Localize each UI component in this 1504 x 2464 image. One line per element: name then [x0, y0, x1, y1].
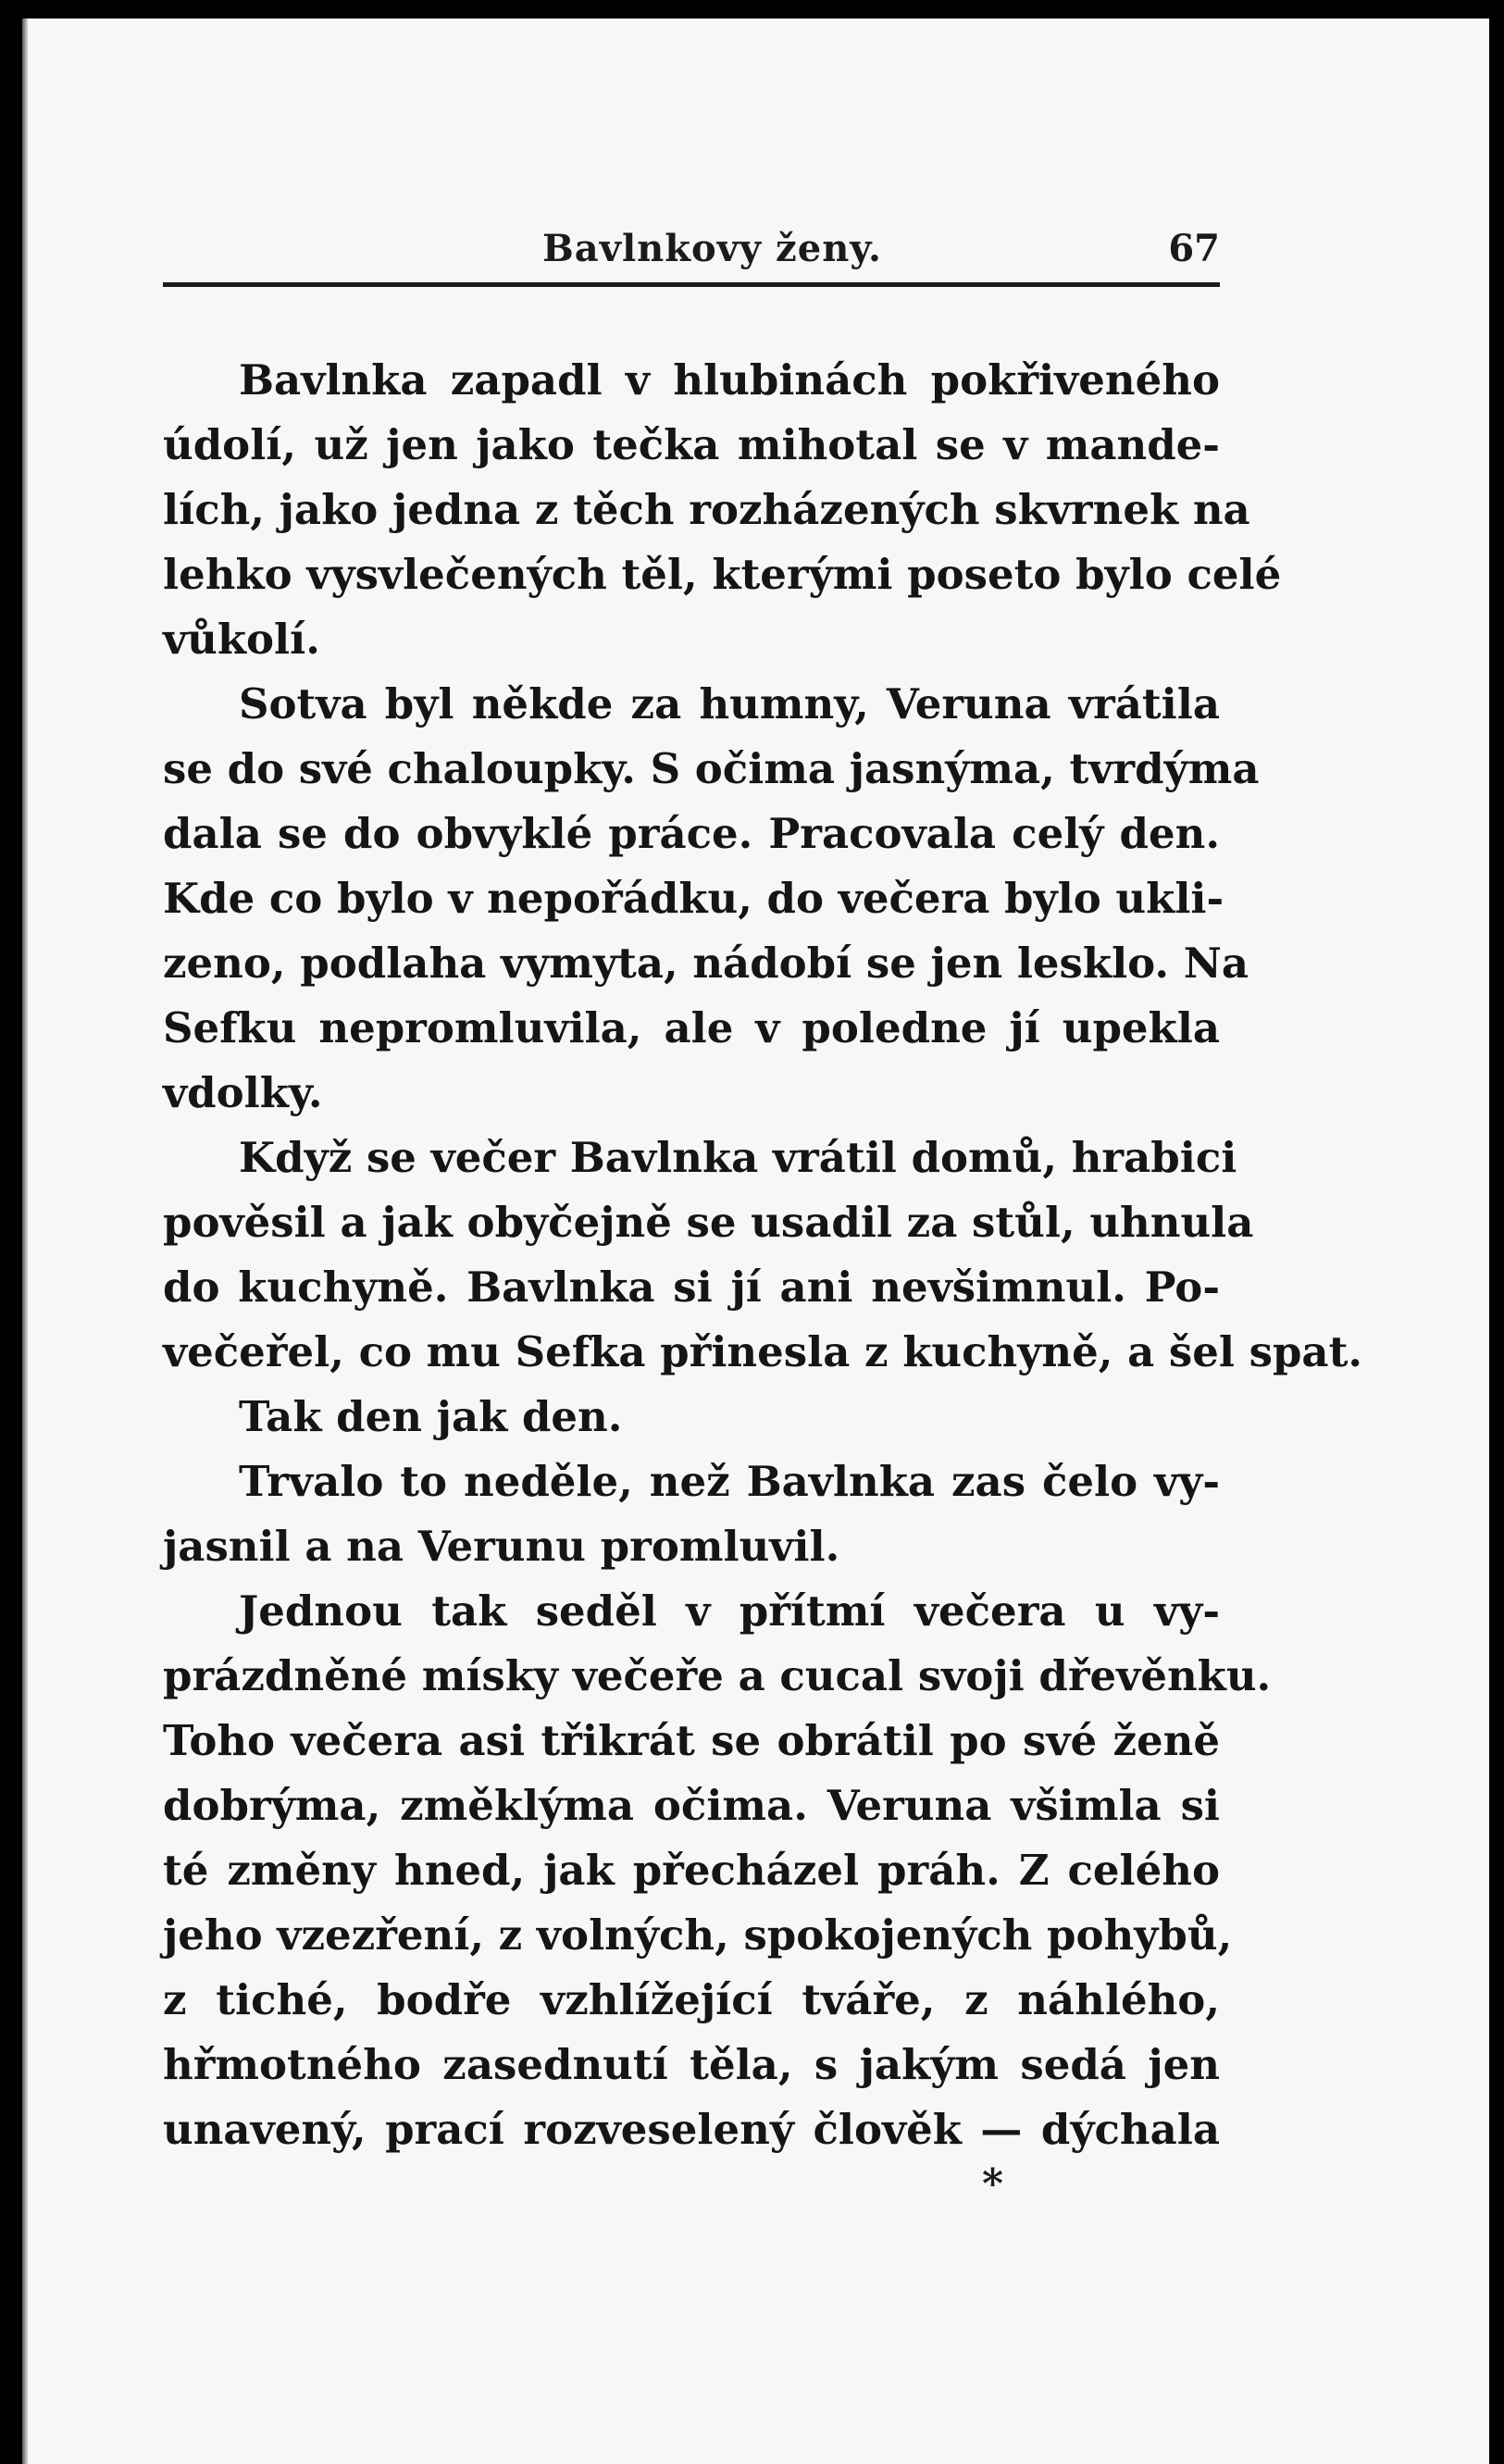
page-edge — [22, 19, 28, 2464]
text-line: z tiché, bodře vzhlížející tváře, z náhlého, — [163, 1975, 1220, 2024]
text-line: lích, jako jedna z těch rozházených skvrnek na — [163, 485, 1250, 534]
page-number: 67 — [1168, 227, 1220, 270]
text-line: Trvalo to neděle, než Bavlnka zas čelo vy- — [239, 1457, 1220, 1506]
text-line: Sotva byl někde za humny, Veruna vrátila — [239, 679, 1220, 728]
text-line: pověsil a jak obyčejně se usadil za stůl, uhnula — [163, 1198, 1254, 1247]
text-line: údolí, už jen jako tečka mihotal se v mande- — [163, 420, 1220, 469]
paragraph — [163, 1385, 1220, 1450]
text-line: zeno, podlaha vymyta, nádobí se jen lesklo. Na — [163, 939, 1249, 988]
text-line: dala se do obvyklé práce. Pracovala celý den. — [163, 809, 1220, 858]
signature-mark: * — [982, 2160, 1004, 2208]
header-rule — [163, 282, 1220, 287]
text-line: se do své chaloupky. S očima jasnýma, tvrdýma — [163, 744, 1260, 793]
paragraph — [163, 348, 1282, 672]
paragraph — [163, 672, 1260, 1126]
text-line: Sefku nepromluvila, ale v poledne jí upekla — [163, 1003, 1220, 1052]
text-line: Toho večera asi třikrát se obrátil po své ženě — [163, 1716, 1220, 1765]
text-line: jeho vzezření, z volných, spokojených pohybů, — [163, 1910, 1233, 1960]
text-line: jasnil a na Verunu promluvil. — [163, 1522, 840, 1571]
text-line: vdolky. — [163, 1068, 323, 1117]
text-line: Jednou tak seděl v přítmí večera u vy- — [239, 1587, 1220, 1636]
text-line: té změny hned, jak přecházel práh. Z celého — [163, 1846, 1220, 1895]
text-line: vůkolí. — [163, 615, 320, 664]
paragraph — [163, 1126, 1363, 1385]
text-line: prázdněné mísky večeře a cucal svoji dřevěnku. — [163, 1651, 1272, 1700]
book-page — [22, 19, 1489, 2464]
running-head — [163, 208, 1220, 273]
running-title: Bavlnkovy ženy. — [542, 227, 882, 270]
text-line: do kuchyně. Bavlnka si jí ani nevšimnul. Po- — [163, 1263, 1220, 1312]
text-line: Kde co bylo v nepořádku, do večera bylo ukli- — [163, 874, 1224, 923]
text-line: lehko vysvlečených těl, kterými poseto bylo celé — [163, 550, 1282, 599]
text-line: dobrýma, změklýma očima. Veruna všimla si — [163, 1781, 1220, 1830]
text-line: hřmotného zasednutí těla, s jakým sedá jen — [163, 2040, 1220, 2089]
text-line: večeřel, co mu Sefka přinesla z kuchyně, a šel spat. — [163, 1327, 1363, 1376]
paragraph — [163, 1450, 1220, 1579]
text-line: Tak den jak den. — [239, 1392, 623, 1441]
text-line: Bavlnka zapadl v hlubinách pokřiveného — [239, 355, 1220, 404]
text-line: unavený, prací rozveselený člověk — dýchala — [163, 2105, 1220, 2154]
text-line: Když se večer Bavlnka vrátil domů, hrabici — [239, 1133, 1237, 1182]
body-text — [163, 348, 1363, 2162]
paragraph — [163, 1579, 1272, 2162]
